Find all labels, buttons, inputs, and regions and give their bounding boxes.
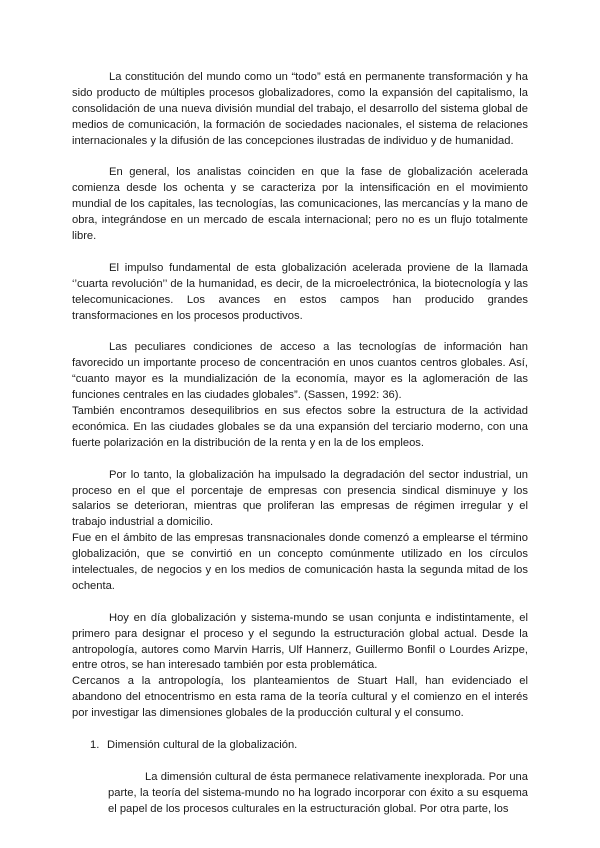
paragraph-world-constitution: La constitución del mundo como un “todo” está en permanente transformación y ha sido producto de múltiples procesos globalizadores, como la expansión del capitalismo, la consolidación de una nueva división mundial del trabajo, el desarrollo del sistema global de medios de comunicación, la formación de sociedades nacionales, el sistema de relaciones internacionales y la difusión de las concepciones ilustradas de individuo y de humanidad. — [72, 71, 528, 147]
section-title: Dimensión cultural de la globalización. — [107, 738, 298, 751]
section-number: 1. — [90, 738, 100, 751]
paragraph-stuart-hall: Cercanos a la antropología, los planteamientos de Stuart Hall, han evidenciado el abandono del etnocentrismo en esta rama de la teoría cultural y el comienzo en el interés por investigar las dimensiones globales de la producción cultural y el consumo. — [72, 675, 528, 720]
paragraph-industrial-degradation: Por lo tanto, la globalización ha impulsado la degradación del sector industrial, un proceso en el que el porcentaje de empresas con presencia sindical disminuye y los salarios se deterioran, mientras que proliferan las empresas de régimen irregular y el trabajo industrial a domicilio. — [72, 468, 528, 529]
paragraph-world-system: Hoy en día globalización y sistema-mundo se usan conjunta e indistintamente, el primero para designar el proceso y el segundo la estructuración global actual. Desde la antropología, autores como Marvin Harris, Ulf Hannerz, Guillermo Bonfil o Lourdes Arizpe, entre otros, se han interesado también por esta problemática. — [72, 611, 528, 672]
paragraph-transnational-companies: Fue en el ámbito de las empresas transnacionales donde comenzó a emplearse el término globalización, que se convirtió en un concepto comúnmente utilizado en los círculos intelectuales, de negocios y en los medios de comunicación hasta la segunda mitad de los ochenta. — [72, 532, 528, 592]
paragraph-economic-imbalances: También encontramos desequilibrios en sus efectos sobre la estructura de la actividad económica. En las ciudades globales se da una expansión del terciario moderno, con una fuerte polarización en la distribución de la renta y en la de los empleos. — [72, 404, 528, 449]
paragraph-fourth-revolution: El impulso fundamental de esta globalización acelerada proviene de la llamada ‘’cuarta revolución’’ de la humanidad, es decir, de la microelectrónica, la biotecnología y las telecomunicaciones. Los avances en estos campos han producido grandes transformaciones en los procesos productivos. — [72, 261, 528, 322]
section-heading — [72, 738, 528, 754]
paragraph-accelerated-globalization: En general, los analistas coinciden en que la fase de globalización acelerada comienza desde los ochenta y se caracteriza por la intensificación en el movimiento mundial de los capitales, las tecnologías, las comunicaciones, las mercancías y la mano de obra, integrándose en un mercado de escala internacional; pero no es un flujo totalmente libre. — [72, 166, 528, 243]
section-body-paragraph: La dimensión cultural de ésta permanece relativamente inexplorada. Por una parte, la teoría del sistema-mundo no ha logrado incorporar con éxito a su esquema el papel de los procesos culturales en la estructuración global. Por otra parte, los — [108, 770, 528, 815]
paragraph-information-technologies: Las peculiares condiciones de acceso a las tecnologías de información han favorecido un importante proceso de concentración en unos cuantos centros globales. Así, “cuanto mayor es la mundialización de la economía, mayor es la aglomeración de las funciones centrales en las ciudades globales”. (Sassen, 1992: 36). — [72, 341, 528, 402]
